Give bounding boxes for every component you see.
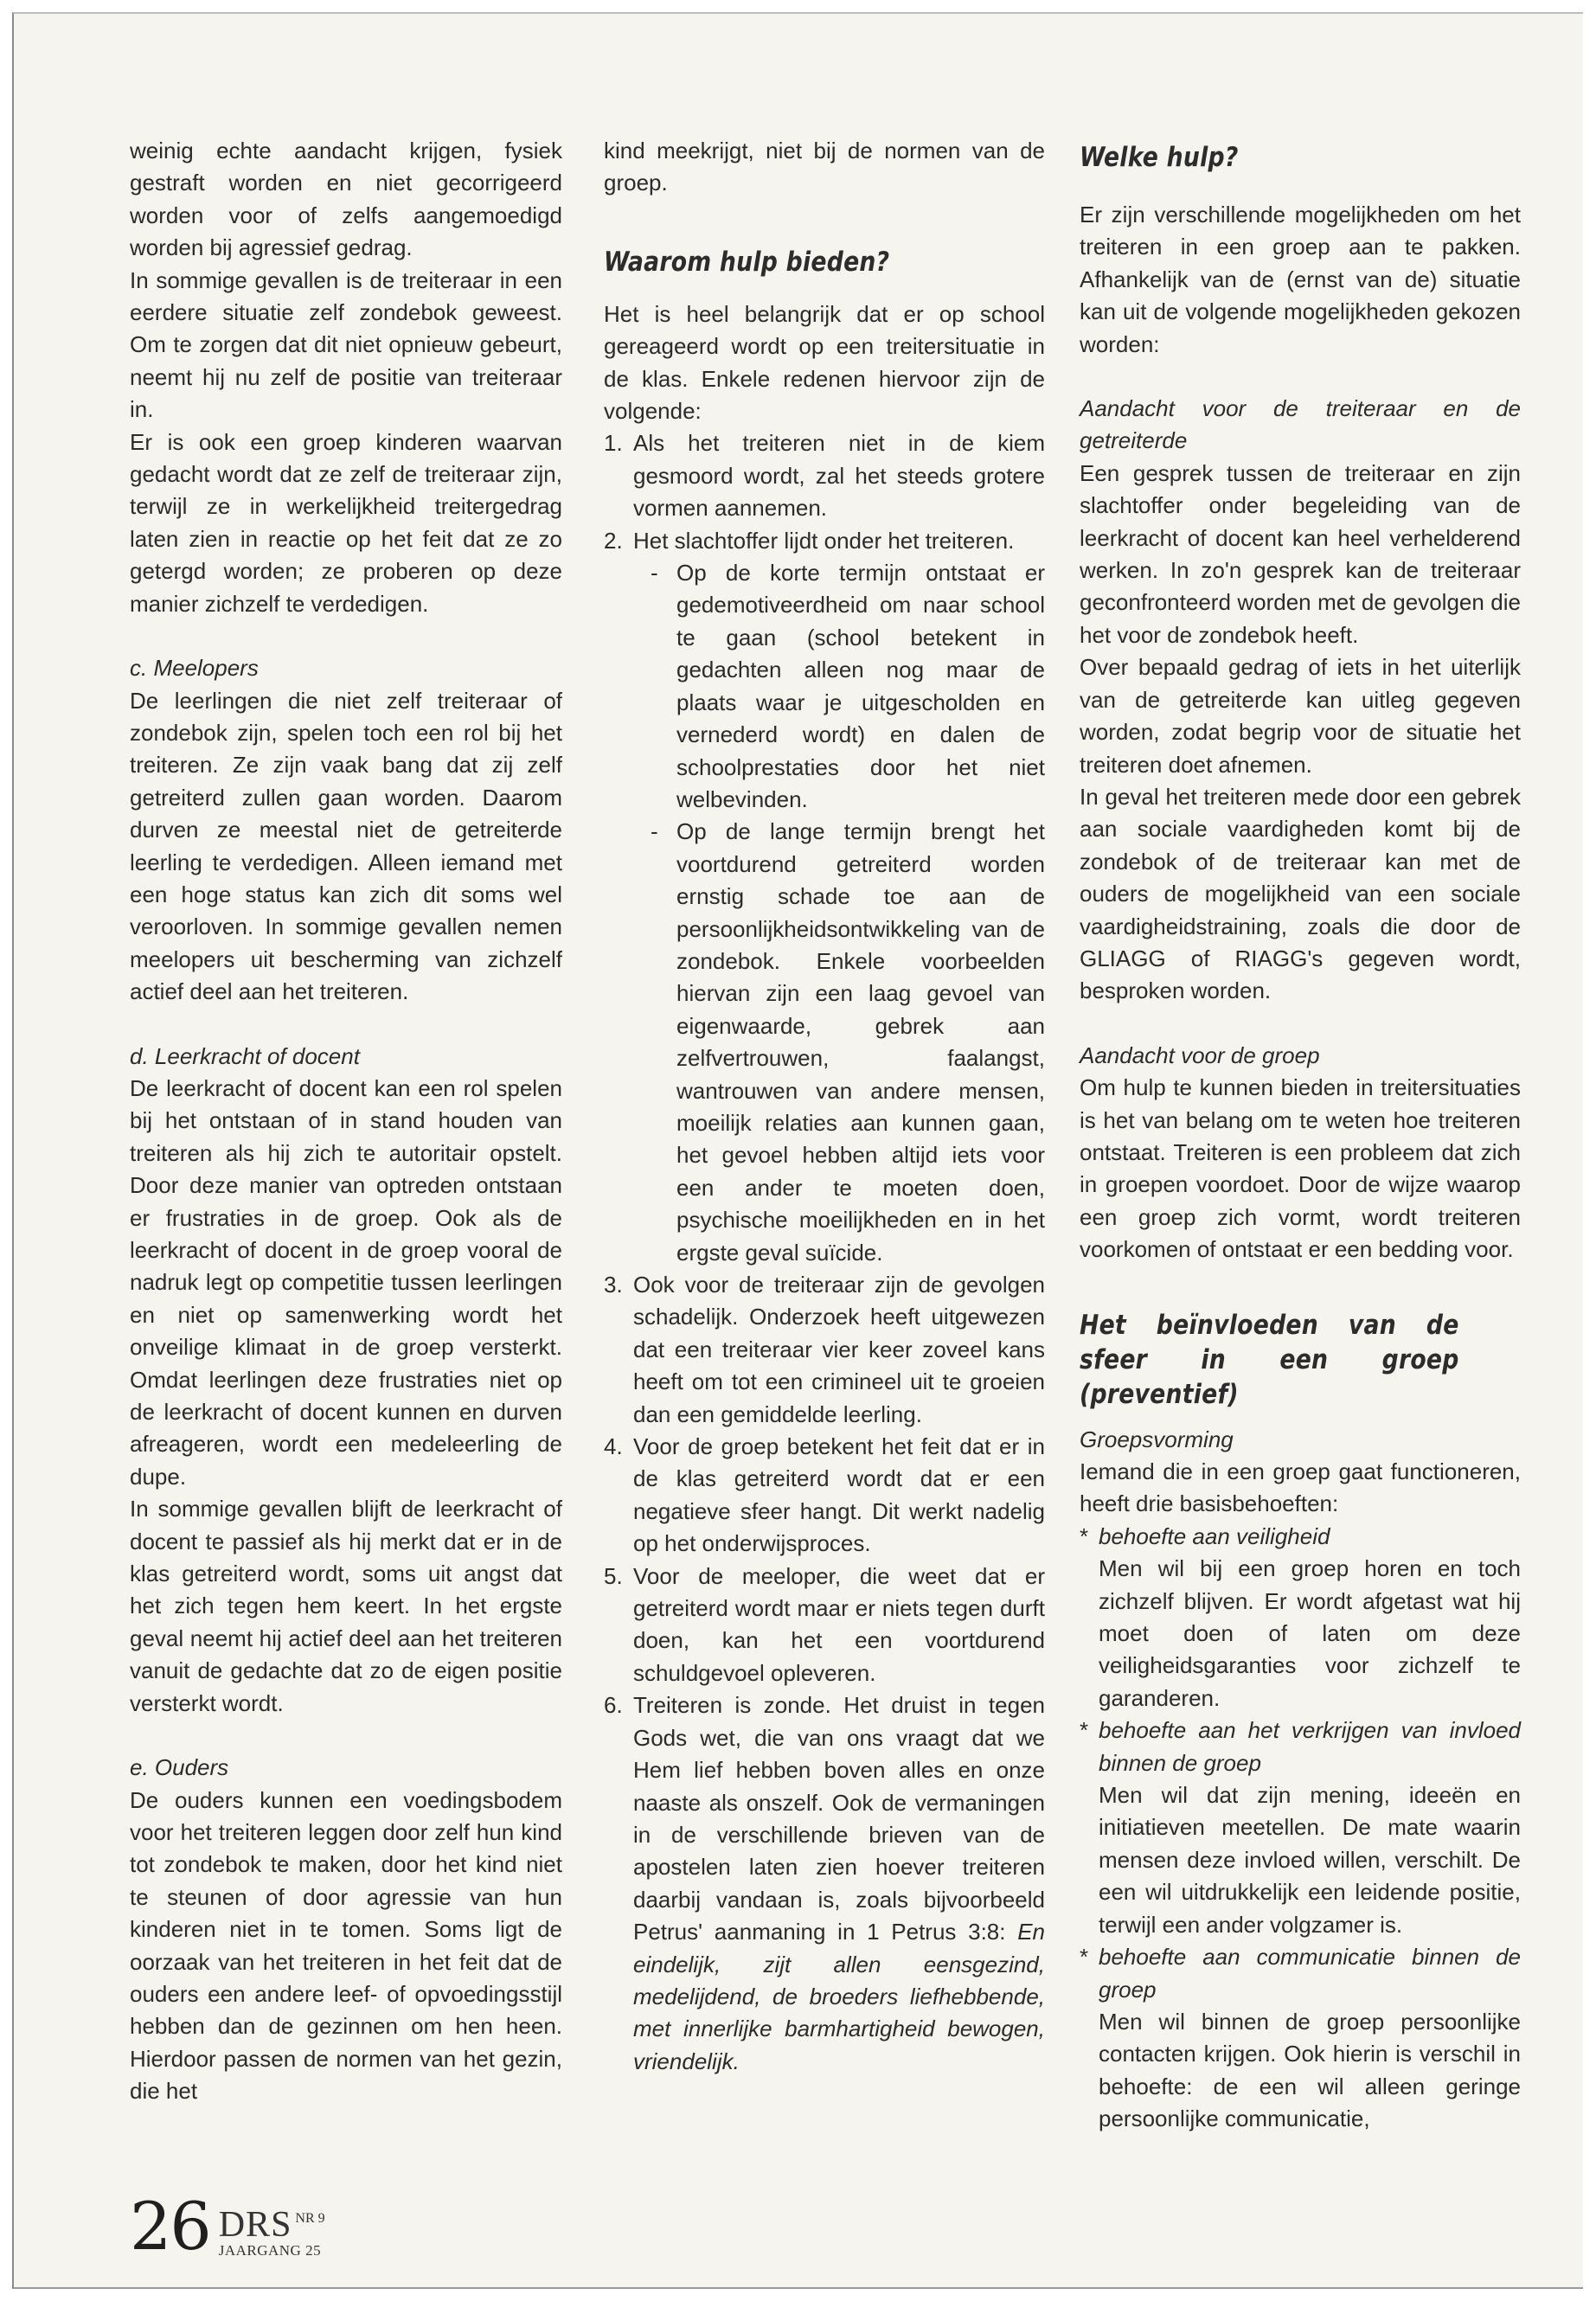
volume-label: JAARGANG 25: [218, 2242, 322, 2259]
section-heading-waarom: Waarom hulp bieden?: [604, 246, 890, 278]
dash-item: - Op de korte termijn ontstaat er gedemotiveerdheid om naar school te gaan (school betekent in gedachten alleen nog maar de plaats waar je uitgescholden en vernederd wordt) en dalen de schoolprestaties door het niet welbevinden.: [651, 560, 1045, 812]
need-item: * behoefte aan communicatie binnen de groep Men wil binnen de groep persoonlijke contacten krijgen. Ook hierin is verschil in behoefte: de een wil alleen geringe persoonlijke communicatie,: [1080, 1944, 1521, 2132]
subheading-meelopers: c. Meelopers: [130, 655, 259, 682]
paragraph: Om hulp te kunnen bieden in treitersituaties is het van belang om te weten hoe treiteren ontstaat. Treiteren is een probleem dat zich in groepen voordoet. Door de wijze waarop een groep zich vormt, wordt treiteren voorkomen of ontstaat er een bedding voor.: [1080, 1074, 1521, 1263]
column-2: [604, 135, 1045, 2078]
paragraph: Iemand die in een groep gaat functioneren, heeft drie basisbehoeften:: [1080, 1458, 1521, 1517]
list-item: 2. Het slachtoffer lijdt onder het treiteren. - Op de korte termijn ontstaat er gedemotiveerdheid om naar school te gaan (school betekent in gedachten alleen nog maar de plaats waar je uitgescholden en vernederd wordt) en dalen de schoolprestaties door het niet welbevinden. - Op de lange termijn brengt het voortdurend getreiterd worden ernstig schade toe aan de persoonlijkheidsontwikkeling van de zondebok. Enkele voorbeelden hiervan zijn een laag gevoel van eigenwaarde, gebrek aan zelfvertrouwen, faalangst, wantrouwen van andere mensen, moeilijk relaties aan kunnen gaan, het gevoel hebben altijd iets voor een ander te moeten doen, psychische moeilijkheden en in het ergste geval suïcide.: [604, 525, 1045, 1269]
dash-item: - Op de lange termijn brengt het voortdurend getreiterd worden ernstig schade toe aan de persoonlijkheidsontwikkeling van de zondebok. Enkele voorbeelden hiervan zijn een laag gevoel van eigenwaarde, gebrek aan zelfvertrouwen, faalangst, wantrouwen van andere mensen, moeilijk relaties aan kunnen gaan, het gevoel hebben altijd iets voor een ander te moeten doen, psychische moeilijkheden en in het ergste geval suïcide.: [651, 818, 1045, 1266]
page-number: 26: [130, 2188, 210, 2265]
section-heading-sfeer: Het beïnvloeden van de sfeer in een groep (preventief): [1080, 1309, 1459, 1410]
subheading-treiteraar: Aandacht voor de treiteraar en de getreiterde: [1080, 395, 1521, 454]
subheading-groepsvorming: Groepsvorming: [1080, 1426, 1234, 1452]
need-item: * behoefte aan het verkrijgen van invloed binnen de groep Men wil dat zijn mening, ideeën en initiatieven meetellen. De mate waarin mensen deze invloed willen, verschilt. De een wil uitdrukkelijk een leidende positie, terwijl een ander volgzamer is.: [1080, 1717, 1521, 1938]
page-footer: [130, 2188, 325, 2265]
section-heading-welke-hulp: Welke hulp?: [1080, 142, 1239, 173]
subheading-leerkracht: d. Leerkracht of docent: [130, 1042, 360, 1069]
list-item: 6. Treiteren is zonde. Het druist in tegen Gods wet, die van ons vraagt dat we Hem lief hebben boven alles en onze naaste als onszelf. Ook de vermaningen in de verschillende brieven van de apostelen laten zien hoever treiteren daarbij vandaan is, zoals bijvoorbeeld Petrus' aanmaning in 1 Petrus 3:8: En eindelijk, zijt allen eensgezind, medelijdend, de broeders liefhebbende, met innerlijke barmhartigheid bewogen, vriendelijk.: [604, 1692, 1045, 2074]
paragraph: De leerkracht of docent kan een rol spelen bij het ontstaan of in stand houden van treiteren als hij zich te autoritair opstelt. Door deze manier van optreden ontstaan er frustraties in de groep. Ook als de leerkracht of docent in de groep vooral de nadruk legt op competitie tussen leerlingen en niet op samenwerking wordt het onveilige klimaat in de groep versterkt. Omdat leerlingen deze frustraties niet op de leerkracht of docent kunnen en durven afreageren, wordt een medeleerling de dupe.: [130, 1074, 562, 1490]
magazine-masthead: [218, 2205, 325, 2259]
issue-number: NR 9: [295, 2211, 325, 2226]
column-1: [130, 135, 562, 2108]
list-item: 1. Als het treiteren niet in de kiem gesmoord wordt, zal het steeds grotere vormen aannemen.: [604, 430, 1045, 522]
paragraph: De leerlingen die niet zelf treiteraar of zondebok zijn, spelen toch een rol bij het treiteren. Ze zijn vaak bang dat zij zelf getreiterd zullen gaan worden. Daarom durven ze meestal niet de getreiterde leerling te verdedigen. Alleen iemand met een hoge status kan zich dit soms wel veroorloven. In sommige gevallen nemen meelopers uit bescherming van zichzelf actief deel aan het treiteren.: [130, 687, 562, 1005]
paragraph: In geval het treiteren mede door een gebrek aan sociale vaardigheden komt bij de zondebok of de treiteraar kan met de ouders de mogelijkheid van een sociale vaardigheidstraining, zoals die door de GLIAGG of RIAGG's gegeven wordt, besproken worden.: [1080, 783, 1521, 1004]
list-item: 3. Ook voor de treiteraar zijn de gevolgen schadelijk. Onderzoek heeft uitgewezen dat een treiteraar vier keer zoveel kans heeft om tot een crimineel uit te groeien dan een gemiddelde leerling.: [604, 1272, 1045, 1427]
subheading-ouders: e. Ouders: [130, 1754, 229, 1781]
list-item: 4. Voor de groep betekent het feit dat er in de klas getreiterd wordt dat er een negatieve sfeer hangt. Dit werkt nadelig op het onderwijsproces.: [604, 1433, 1045, 1557]
reasons-list: [604, 427, 1045, 2078]
paragraph: weinig echte aandacht krijgen, fysiek gestraft worden en niet gecorrigeerd worden voor of zelfs aangemoedigd worden bij agressief gedrag.: [130, 138, 562, 261]
paragraph: Een gesprek tussen de treiteraar en zijn slachtoffer onder begeleiding van de leerkracht of docent kan heel verhelderend werken. In zo'n gesprek kan de treiteraar geconfronteerd worden met de gevolgen die het voor de zondebok heeft.: [1080, 459, 1521, 648]
magazine-title: DRS: [218, 2205, 292, 2245]
subheading-groep: Aandacht voor de groep: [1080, 1042, 1320, 1068]
paragraph: Over bepaald gedrag of iets in het uiterlijk van de getreiterde kan uitleg gegeven worden, zodat begrip voor de situatie het treiteren doet afnemen.: [1080, 654, 1521, 778]
paragraph: Het is heel belangrijk dat er op school gereageerd wordt op een treitersituatie in de klas. Enkele redenen hiervoor zijn de volgende:: [604, 300, 1045, 425]
paragraph: In sommige gevallen is de treiteraar in een eerdere situatie zelf zondebok geweest. Om te zorgen dat dit niet opnieuw gebeurt, neemt hij nu zelf de positie van treiteraar in.: [130, 266, 562, 423]
paragraph: kind meekrijgt, niet bij de normen van de groep.: [604, 138, 1045, 196]
paragraph: In sommige gevallen blijft de leerkracht of docent te passief als hij merkt dat er in de klas getreiterd wordt, soms uit angst dat het zich tegen hem keert. In het ergste geval neemt hij actief deel aan het treiteren vanuit de gedachte dat zo de eigen positie versterkt wordt.: [130, 1496, 562, 1716]
magazine-page: [12, 12, 1583, 2289]
list-item: 5. Voor de meeloper, die weet dat er getreiterd wordt maar er niets tegen durft doen, kan het een voortdurend schuldgevoel opleveren.: [604, 1562, 1045, 1686]
paragraph: Er is ook een groep kinderen waarvan gedacht wordt dat ze zelf de treiteraar zijn, terwijl ze in werkelijkheid treitergedrag laten zien in reactie op het feit dat ze zo getergd worden; ze proberen op deze manier zichzelf te verdedigen.: [130, 428, 562, 617]
paragraph: De ouders kunnen een voedingsbodem voor het treiteren leggen door zelf hun kind tot zondebok te maken, door het kind niet te steunen of door agressie van hun kinderen niet in te tomen. Soms ligt de oorzaak van het treiteren in het feit dat de ouders een andere leef- of opvoedingsstijl hebben dan de gezinnen om hen heen. Hierdoor passen de normen van het gezin, die het: [130, 1786, 562, 2105]
need-item: * behoefte aan veiligheid Men wil bij een groep horen en toch zichzelf blijven. Er wordt afgetast wat hij moet doen of laten om deze veiligheidsgaranties voor zichzelf te garanderen.: [1080, 1522, 1521, 1711]
column-3: [1080, 140, 1521, 2136]
bible-quote: En eindelijk, zijt allen eensgezind, medelijdend, de broeders liefhebbende, met innerlijke barmhartigheid bewogen, vriendelijk.: [633, 1919, 1045, 2074]
paragraph: Er zijn verschillende mogelijkheden om het treiteren in een groep aan te pakken. Afhankelijk van de (ernst van de) situatie kan uit de volgende mogelijkheden gekozen worden:: [1080, 202, 1521, 357]
